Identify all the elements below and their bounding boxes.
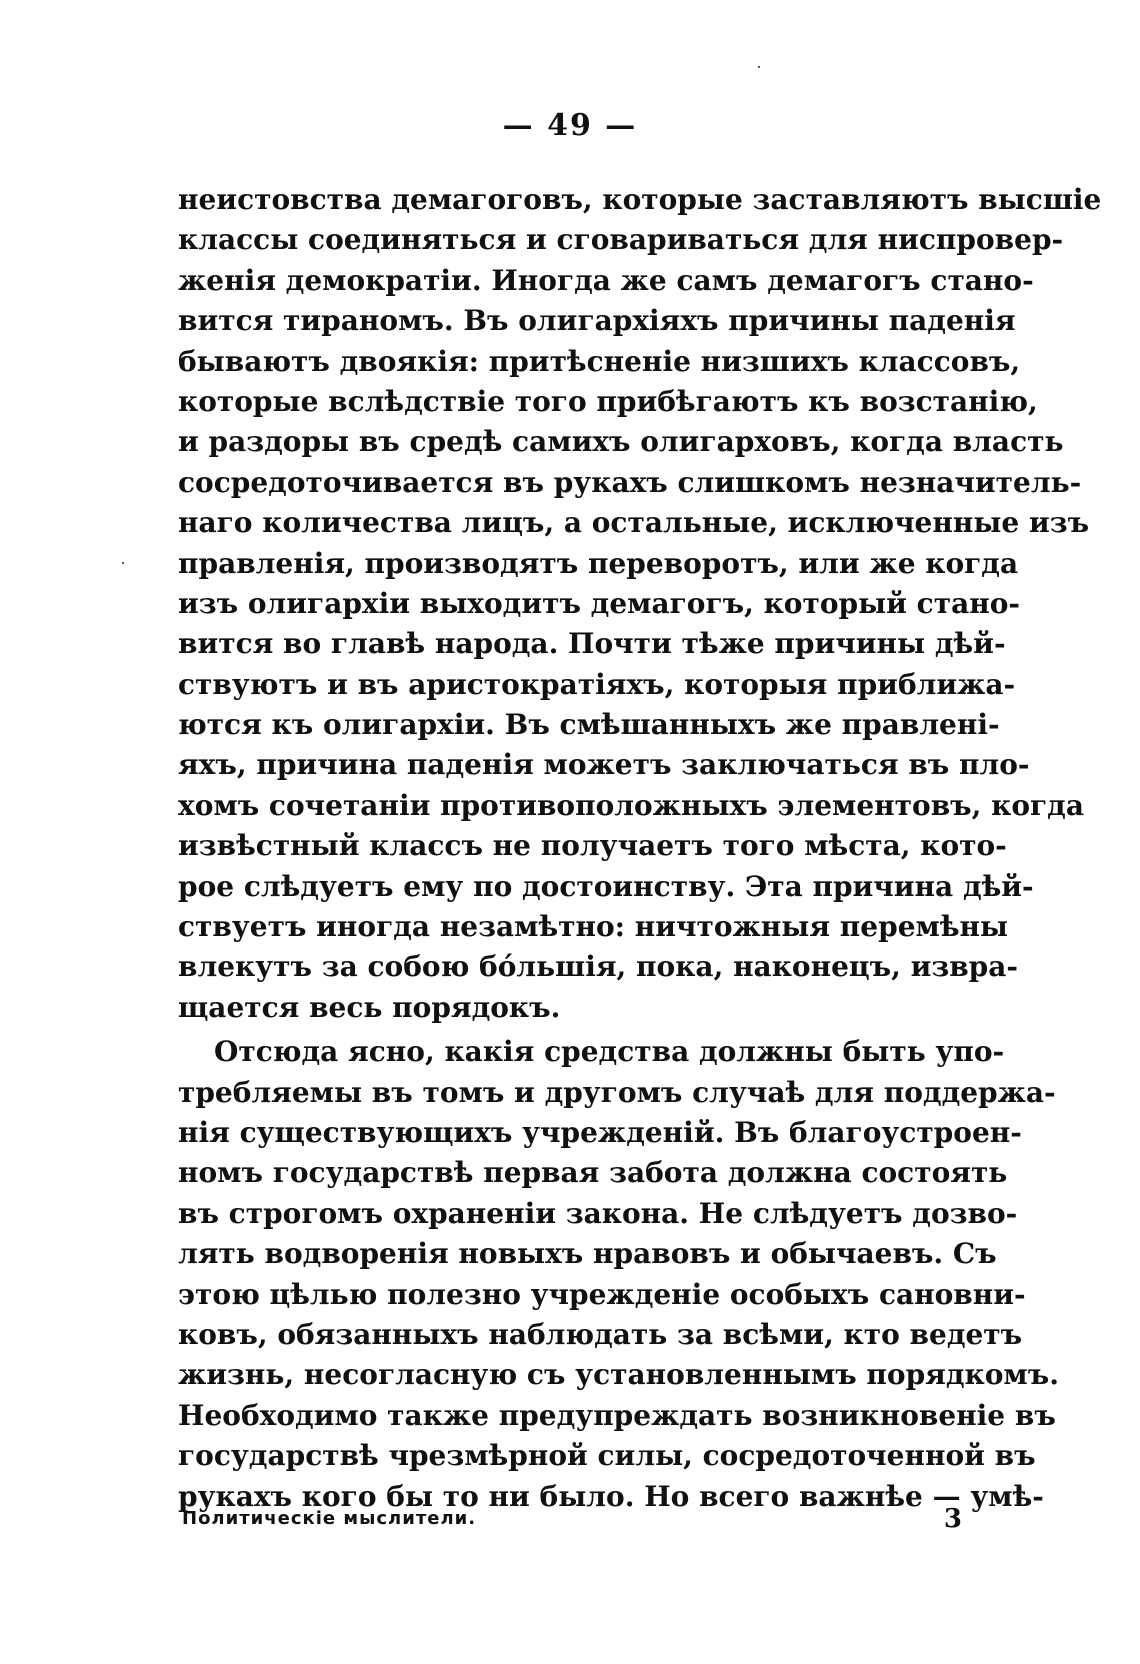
text-line: ковъ, обязанныхъ наблюдать за всѣми, кто ведетъ — [178, 1317, 1023, 1351]
paragraph — [178, 1032, 1059, 1517]
text-line: хомъ сочетаніи противоположныхъ элементовъ, когда — [178, 788, 1084, 822]
text-line: Необходимо также предупреждать возникновеніе въ — [178, 1398, 1056, 1432]
page-footer — [182, 1504, 962, 1538]
text-line: ствуютъ и въ аристократіяхъ, которыя приближа- — [178, 667, 1016, 701]
text-line: наго количества лицъ, а остальные, исключенные изъ — [178, 506, 1090, 540]
speck-mark — [758, 66, 760, 68]
text-line: изъ олигархіи выходитъ демагогъ, который стано- — [178, 586, 1020, 620]
paragraph — [178, 180, 1102, 1028]
text-line: ствуетъ иногда незамѣтно: ничтожныя перемѣны — [178, 910, 1009, 944]
text-line: щается весь порядокъ. — [178, 990, 561, 1024]
text-line: классы соединяться и сговариваться для ниспровер- — [178, 223, 1064, 257]
text-line: бываютъ двоякія: притѣсненіе низшихъ классовъ, — [178, 344, 1021, 378]
footer-title: Политическіе мыслители. — [182, 1508, 477, 1529]
text-line: лять водворенія новыхъ нравовъ и обычаевъ. Съ — [178, 1237, 997, 1271]
speck-mark — [122, 562, 124, 564]
text-line: неистовства демагоговъ, которые заставляютъ высшіе — [178, 183, 1102, 216]
signature-mark: 3 — [943, 1504, 962, 1534]
text-line: Отсюда ясно, какія средства должны быть упо- — [214, 1035, 1005, 1069]
text-line: вится тираномъ. Въ олигархіяхъ причины паденія — [178, 304, 1016, 338]
text-line: въ строгомъ охраненіи закона. Не слѣдуетъ дозво- — [178, 1196, 1018, 1230]
text-line: нія существующихъ учрежденій. Въ благоустроен- — [178, 1115, 1022, 1149]
text-line: женія демократіи. Иногда же самъ демагогъ стано- — [178, 263, 1034, 297]
text-line: сосредоточивается въ рукахъ слишкомъ незначитель- — [178, 465, 1082, 499]
text-line: жизнь, несогласную съ установленнымъ порядкомъ. — [178, 1358, 1059, 1392]
text-line: вится во главѣ народа. Почти тѣже причины дѣй- — [178, 627, 1006, 661]
text-line: номъ государствѣ первая забота должна состоять — [178, 1156, 1008, 1190]
text-line: извѣстный классъ не получаетъ того мѣста, кото- — [178, 829, 1007, 863]
text-line: требляемы въ томъ и другомъ случаѣ для поддержа- — [178, 1075, 1056, 1109]
body-text — [178, 180, 1102, 1517]
text-line: ются къ олигархіи. Въ смѣшанныхъ же правлені- — [178, 708, 1000, 742]
text-line: рукахъ кого бы то ни было. Но всего важнѣе — умѣ- — [178, 1479, 1044, 1513]
text-line: государствѣ чрезмѣрной силы, сосредоточенной въ — [178, 1439, 1036, 1473]
text-line: которые вслѣдствіе того прибѣгаютъ къ возстанію, — [178, 384, 1038, 418]
text-line: этою цѣлью полезно учрежденіе особыхъ сановни- — [178, 1277, 1026, 1311]
page-number: — 49 — — [502, 108, 638, 143]
text-line: влекутъ за собою бóльшія, пока, наконецъ, извра- — [178, 950, 1018, 984]
text-line: яхъ, причина паденія можетъ заключаться въ пло- — [178, 748, 1030, 782]
text-line: и раздоры въ средѣ самихъ олигарховъ, когда власть — [178, 425, 1064, 459]
text-line: правленія, производятъ переворотъ, или же когда — [178, 546, 1019, 580]
text-line: рое слѣдуетъ ему по достоинству. Эта причина дѣй- — [178, 869, 1034, 903]
